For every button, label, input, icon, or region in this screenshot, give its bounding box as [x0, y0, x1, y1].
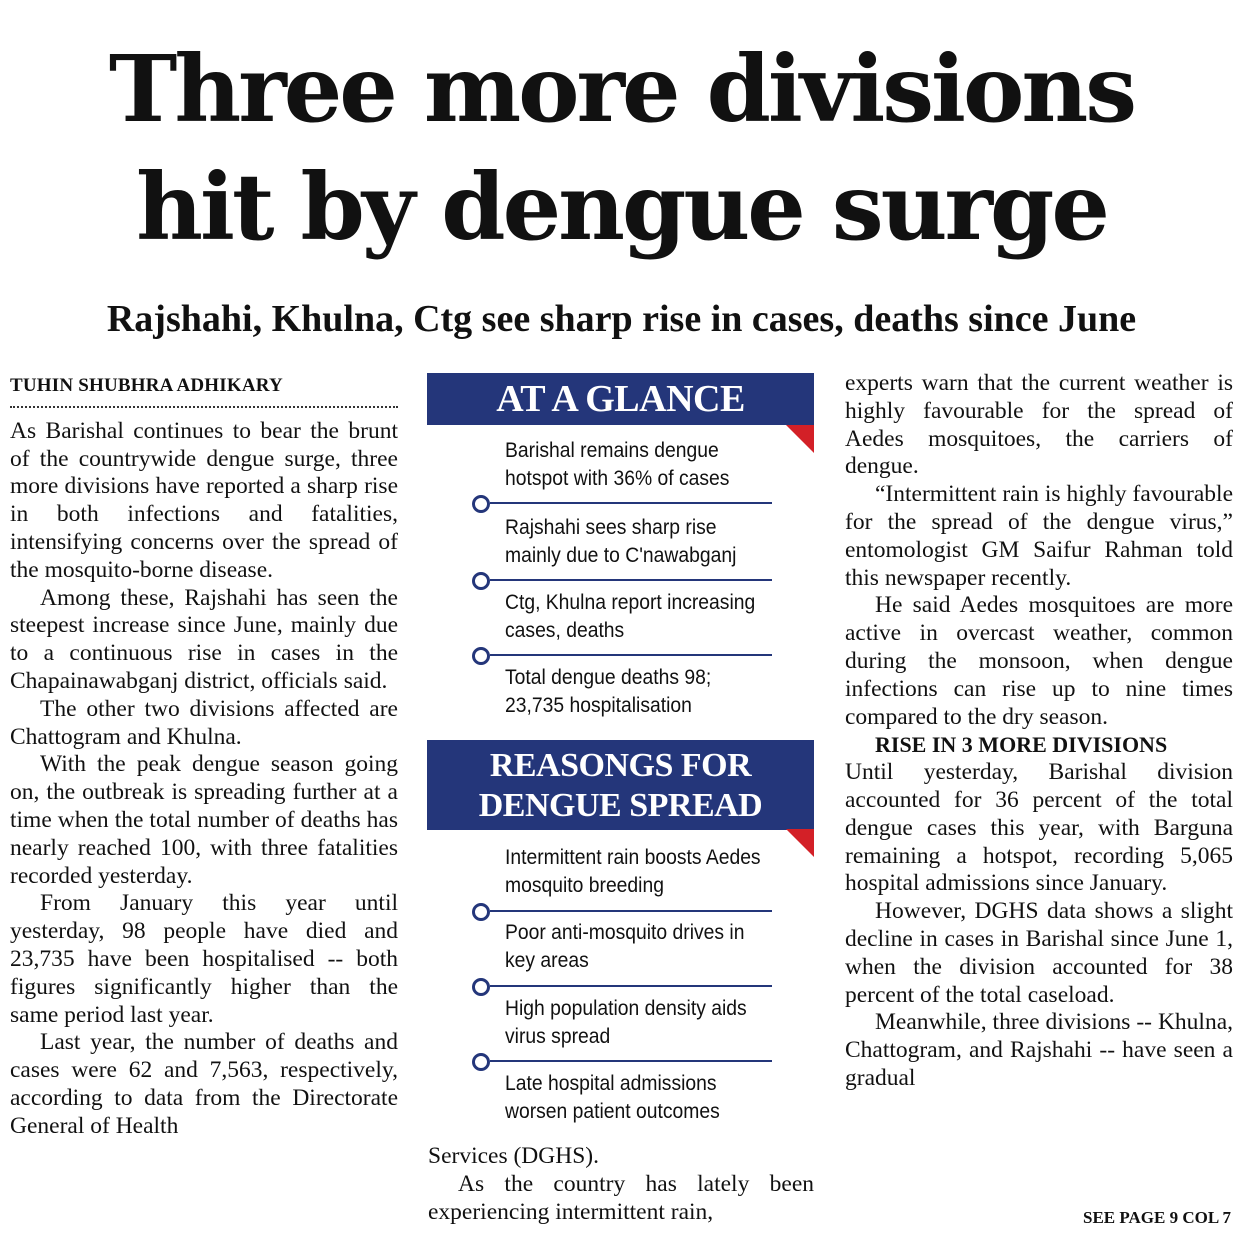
- paragraph: As Barishal continues to bear the brunt of the countrywide dengue surge, three more divisions have reported a sharp rise in both infections and fatalities, intensifying concerns over the spread of the mosquito-borne disease.: [10, 417, 398, 583]
- red-corner-accent: [786, 425, 814, 453]
- reasons-title: [427, 740, 814, 830]
- paragraph: Last year, the number of deaths and cases were 62 and 7,563, respectively, according to data from the Directorate General of Health: [10, 1029, 398, 1139]
- byline: TUHIN SHUBHRA ADHIKARY: [10, 372, 398, 408]
- section-subhead: RISE IN 3 MORE DIVISIONS: [875, 732, 1168, 758]
- reasons-title-line-1: REASONGS FOR: [489, 747, 752, 784]
- paragraph: With the peak dengue season going on, the outbreak is spreading further at a time when the total number of deaths has nearly reached 100, with three fatalities recorded yesterday.: [10, 751, 398, 889]
- bullet-ring-icon: [472, 903, 490, 921]
- headline-line-1: Three more divisions: [108, 35, 1135, 143]
- paragraph: Services (DGHS).: [428, 1143, 599, 1169]
- divider: [490, 910, 772, 912]
- reason-item: High population density aids virus spread: [505, 997, 747, 1048]
- paragraph: Until yesterday, Barishal division accounted for 36 percent of the total dengue cases this year, with Barguna remaining a hotspot, recording 5,065 hospital admissions since January.: [845, 759, 1233, 897]
- bullet-ring-icon: [472, 647, 490, 665]
- article-column-1: [10, 372, 398, 1141]
- divider: [490, 1060, 772, 1062]
- reason-item: Poor anti-mosquito drives in key areas: [505, 921, 745, 972]
- paragraph: As the country has lately been experiencing intermittent rain,: [428, 1170, 814, 1225]
- divider: [490, 654, 772, 656]
- bullet-ring-icon: [472, 978, 490, 996]
- headline: [0, 30, 1243, 266]
- continuation-note: SEE PAGE 9 COL 7: [1083, 1208, 1231, 1227]
- red-corner-accent: [786, 829, 814, 857]
- divider: [490, 985, 772, 987]
- paragraph: “Intermittent rain is highly favourable for the spread of the dengue virus,” entomologist GM Saifur Rahman told this newspaper recently.: [845, 481, 1233, 591]
- subheadline: Rajshahi, Khulna, Ctg see sharp rise in cases, deaths since June: [106, 298, 1137, 340]
- paragraph: Among these, Rajshahi has seen the steepest increase since June, mainly due to a continuous rise in cases in the Chapainawabganj district, officials said.: [10, 584, 398, 694]
- divider: [490, 502, 772, 504]
- reason-item: Intermittent rain boosts Aedes mosquito breeding: [505, 846, 761, 897]
- headline-line-2: hit by dengue surge: [136, 153, 1107, 261]
- paragraph: The other two divisions affected are Chattogram and Khulna.: [10, 695, 398, 750]
- reason-item: Late hospital admissions worsen patient outcomes: [505, 1072, 720, 1123]
- paragraph: Meanwhile, three divisions -- Khulna, Chattogram, and Rajshahi -- have seen a gradual: [845, 1009, 1233, 1091]
- glance-item: Barishal remains dengue hotspot with 36% of cases: [505, 439, 730, 490]
- divider: [490, 579, 772, 581]
- article-column-2: [428, 1143, 814, 1226]
- glance-item: Total dengue deaths 98; 23,735 hospitalisation: [505, 666, 712, 717]
- article-column-3: [845, 370, 1233, 1093]
- paragraph: He said Aedes mosquitoes are more active in overcast weather, common during the monsoon, when dengue infections can rise up to nine times compared to the dry season.: [845, 592, 1233, 730]
- paragraph: experts warn that the current weather is highly favourable for the spread of Aedes mosquitoes, the carriers of dengue.: [845, 370, 1233, 480]
- bullet-ring-icon: [472, 495, 490, 513]
- bullet-ring-icon: [472, 1053, 490, 1071]
- glance-item: Rajshahi sees sharp rise mainly due to C'nawabganj: [505, 516, 737, 567]
- reasons-title-line-2: DENGUE SPREAD: [478, 787, 763, 824]
- bullet-ring-icon: [472, 572, 490, 590]
- paragraph: However, DGHS data shows a slight decline in cases in Barishal since June 1, when the division accounted for 38 percent of the total caseload.: [845, 898, 1233, 1008]
- at-a-glance-title: AT A GLANCE: [427, 373, 814, 425]
- glance-item: Ctg, Khulna report increasing cases, deaths: [505, 591, 756, 642]
- paragraph: From January this year until yesterday, 98 people have died and 23,735 have been hospitalised -- both figures significantly higher than the same period last year.: [10, 890, 398, 1028]
